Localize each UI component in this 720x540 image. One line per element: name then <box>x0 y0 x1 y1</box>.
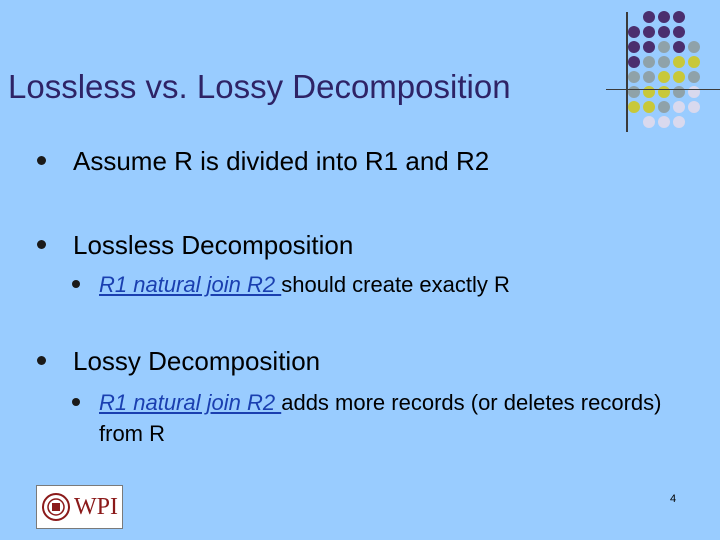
decorative-dot <box>688 101 700 113</box>
decorative-dot <box>643 26 655 38</box>
decorative-dot <box>688 86 700 98</box>
decorative-dot <box>673 11 685 23</box>
decorative-dot <box>688 41 700 53</box>
bullet-item-lossless <box>37 230 353 261</box>
decorative-dot <box>643 71 655 83</box>
bullet-icon <box>72 398 80 406</box>
decorative-dot <box>628 101 640 113</box>
decorative-dot <box>643 11 655 23</box>
decorative-dot <box>658 101 670 113</box>
decorative-dot <box>628 56 640 68</box>
decorative-dot <box>658 11 670 23</box>
bullet-icon <box>37 156 46 165</box>
decorative-dot <box>673 56 685 68</box>
bullet-text: Assume R is divided into R1 and R2 <box>73 146 490 176</box>
bullet-text: Lossy Decomposition <box>73 346 321 376</box>
decorative-dot <box>643 56 655 68</box>
decorative-dot <box>658 71 670 83</box>
slide-title: Lossless vs. Lossy Decomposition <box>8 68 511 105</box>
decorative-dot <box>658 41 670 53</box>
bullet-item-assume <box>37 146 489 177</box>
decorative-dot <box>643 86 655 98</box>
sub-bullet-rest: should create exactly R <box>281 272 510 297</box>
decorative-dot <box>628 41 640 53</box>
decorative-dot <box>688 71 700 83</box>
decorative-dot <box>673 26 685 38</box>
page-number: 4 <box>670 493 677 505</box>
wpi-logo <box>36 485 123 529</box>
bullet-icon <box>72 280 80 288</box>
decorative-dot <box>628 71 640 83</box>
decorative-dot <box>628 26 640 38</box>
decorative-dot <box>673 101 685 113</box>
sub-bullet-text <box>99 269 510 300</box>
decorative-dot <box>658 26 670 38</box>
decorative-dot <box>658 86 670 98</box>
decorative-dot <box>673 116 685 128</box>
decorative-dot <box>673 41 685 53</box>
bullet-icon <box>37 240 46 249</box>
decorative-dot <box>643 41 655 53</box>
horizontal-divider <box>606 89 720 90</box>
sub-bullet-rest: adds more records (or deletes records) from R <box>99 390 662 446</box>
decorative-dot <box>628 86 640 98</box>
vertical-divider <box>626 12 628 132</box>
bullet-icon <box>37 356 46 365</box>
logo-text: WPI <box>74 493 118 520</box>
bullet-text: Lossless Decomposition <box>73 230 354 260</box>
decorative-dot <box>688 56 700 68</box>
decorative-dot <box>673 71 685 83</box>
decorative-dot <box>658 116 670 128</box>
sub-bullet-lossless <box>72 269 510 300</box>
seal-icon <box>41 491 71 523</box>
decorative-dot <box>643 116 655 128</box>
decorative-dot <box>658 56 670 68</box>
decorative-dot <box>673 86 685 98</box>
natural-join-link[interactable]: R1 natural join R2 <box>99 390 282 415</box>
sub-bullet-text <box>99 387 672 449</box>
decorative-dot <box>643 101 655 113</box>
bullet-item-lossy <box>37 346 320 377</box>
natural-join-link[interactable]: R1 natural join R2 <box>99 272 282 297</box>
sub-bullet-lossy <box>72 387 672 449</box>
